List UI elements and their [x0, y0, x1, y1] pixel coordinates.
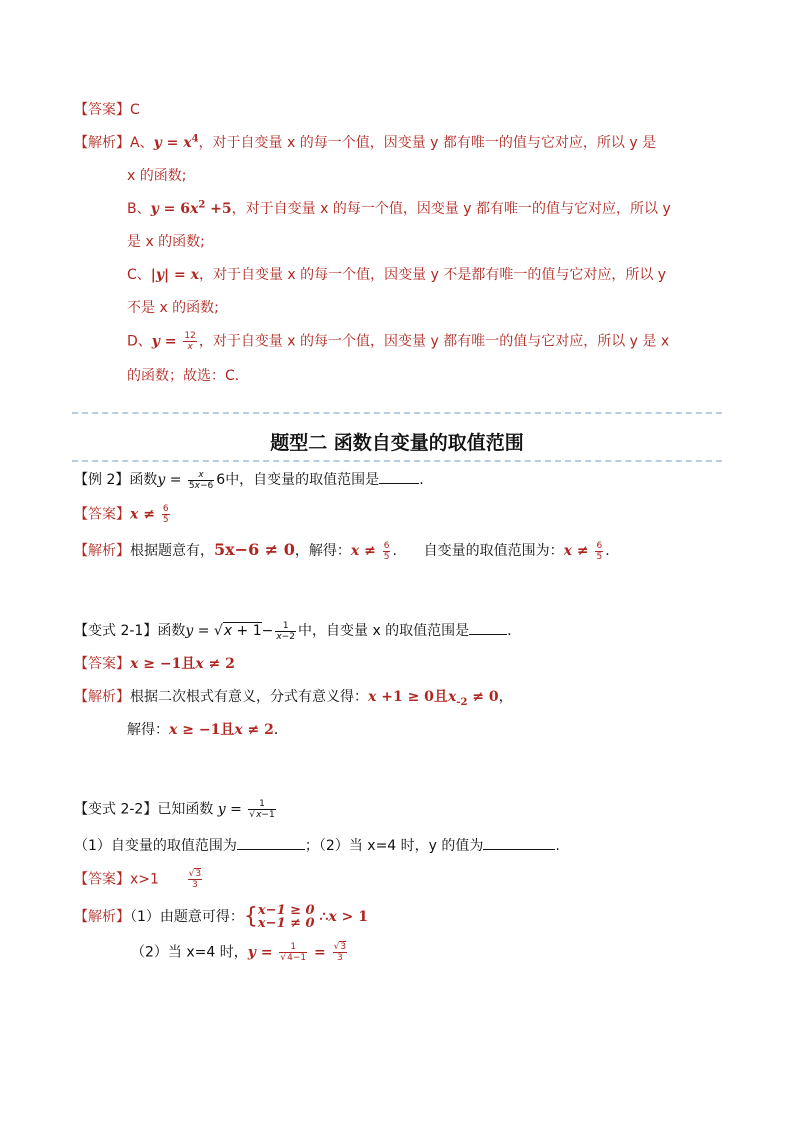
formula-c: |: [150, 267, 156, 283]
answer-blank: [469, 620, 507, 635]
option-b-text: ，对于自变量 x 的每一个值，因变量 y 都有唯一的值与它对应，所以 y: [231, 201, 671, 217]
variant21-answer: 【答案】x ≥ −1且x ≠ 2: [74, 656, 235, 672]
divider-top: [72, 412, 722, 414]
variant22-analysis-1: 【解析】（1）由题意可得：{ x−1 ≥ 0 x−1 ≠ 0 ∴x > 1: [74, 903, 368, 931]
analysis-a-line: 【解析】A、$y = x^4$，对于自变量 x 的每一个值，因变量 y 都有唯一的值与它对应，所以 y 是: [74, 133, 657, 151]
variant21-analysis: 【解析】根据二次根式有意义，分式有意义得：x +1 ≥ 0且$x_{-2} \ne 0$，: [74, 689, 513, 708]
formula-a: y: [153, 135, 162, 151]
answer-line-1: [74, 100, 140, 120]
variant22-subquestions: （1）自变量的取值范围为 ；（2）当 x=4 时，y 的值为 .: [74, 835, 560, 856]
analysis-d-line: D、y = $\frac{12}{x}$ ，对于自变量 x 的每一个值，因变量 y 都有唯一的值与它对应，所以 y 是 x: [127, 331, 670, 352]
variant22-tag: 【变式 2-2】: [74, 801, 158, 818]
example2-tag: 【例 2】: [74, 472, 130, 488]
variant21-tag: 【变式 2-1】: [74, 623, 158, 639]
answer-blank-1: [237, 835, 305, 850]
section-title: 题型二 函数自变量的取值范围: [270, 432, 524, 454]
option-a-text: ，对于自变量 x 的每一个值，因变量 y 都有唯一的值与它对应，所以 y 是: [198, 135, 657, 151]
answer-blank-2: [483, 835, 555, 850]
example2-answer: 【答案】x ≠ $\frac{6}{5}$: [74, 504, 169, 525]
formula-d: y: [151, 333, 160, 350]
option-b-prefix: B、: [127, 201, 151, 217]
option-c-text: ，对于自变量 x 的每一个值，因变量 y 不是都有唯一的值与它对应，所以 y: [198, 267, 667, 283]
example2-question: 【例 2】函数y = $\frac{x}{5x-6}$ 6中，自变量的取值范围是 .: [74, 469, 424, 491]
option-b-cont: 是 x 的函数;: [127, 234, 205, 250]
divider-bottom: [72, 460, 722, 462]
variant21-question: 【变式 2-1】函数y = √x + 1− $\frac{1}{x-2}$ 中，自变量 x 的取值范围是 ．: [74, 620, 522, 642]
variant22-analysis-2: （2）当 x=4 时，y = $\frac{1}{√4-1}$ = $\frac{√3}{3}$: [131, 942, 347, 963]
formula-b: y: [150, 201, 159, 217]
example2-formula: y: [157, 472, 166, 488]
option-d-text: ，对于自变量 x 的每一个值，因变量 y 都有唯一的值与它对应，所以 y 是 x: [198, 333, 670, 350]
answer-tag: 【答案】: [74, 102, 130, 118]
option-d-prefix: D、: [127, 333, 152, 350]
example2-analysis: 【解析】根据题意有，5x−6 ≠ 0，解得：x ≠ $\frac{6}{5}$ . 自变量的取值范围为：x ≠ $\frac{6}{5}$ .: [74, 540, 610, 562]
answer-value: C: [130, 102, 140, 118]
analysis-tag: 【解析】: [74, 135, 130, 151]
option-a-prefix: A、: [130, 135, 154, 151]
analysis-c-line: C、|y| = x，对于自变量 x 的每一个值，因变量 y 不是都有唯一的值与它对应，所以 y: [127, 267, 667, 283]
answer-blank: [379, 469, 419, 484]
option-d-cont: 的函数；故选：C．: [127, 368, 249, 384]
variant21-solve: 解得：x ≥ −1且x ≠ 2．: [127, 722, 288, 738]
option-c-cont: 不是 x 的函数;: [127, 300, 219, 316]
analysis-b-line: B、$y = 6x^2 +5$，对于自变量 x 的每一个值，因变量 y 都有唯一的值与它对应，所以 y: [127, 199, 671, 217]
option-c-prefix: C、: [127, 267, 151, 283]
variant22-answer: 【答案】x>1 $\frac{√3}{3}$: [74, 869, 202, 890]
variant22-question: 【变式 2-2】已知函数 y = $\frac{1}{√x-1}$: [74, 799, 275, 820]
option-a-cont: x 的函数;: [127, 168, 187, 184]
